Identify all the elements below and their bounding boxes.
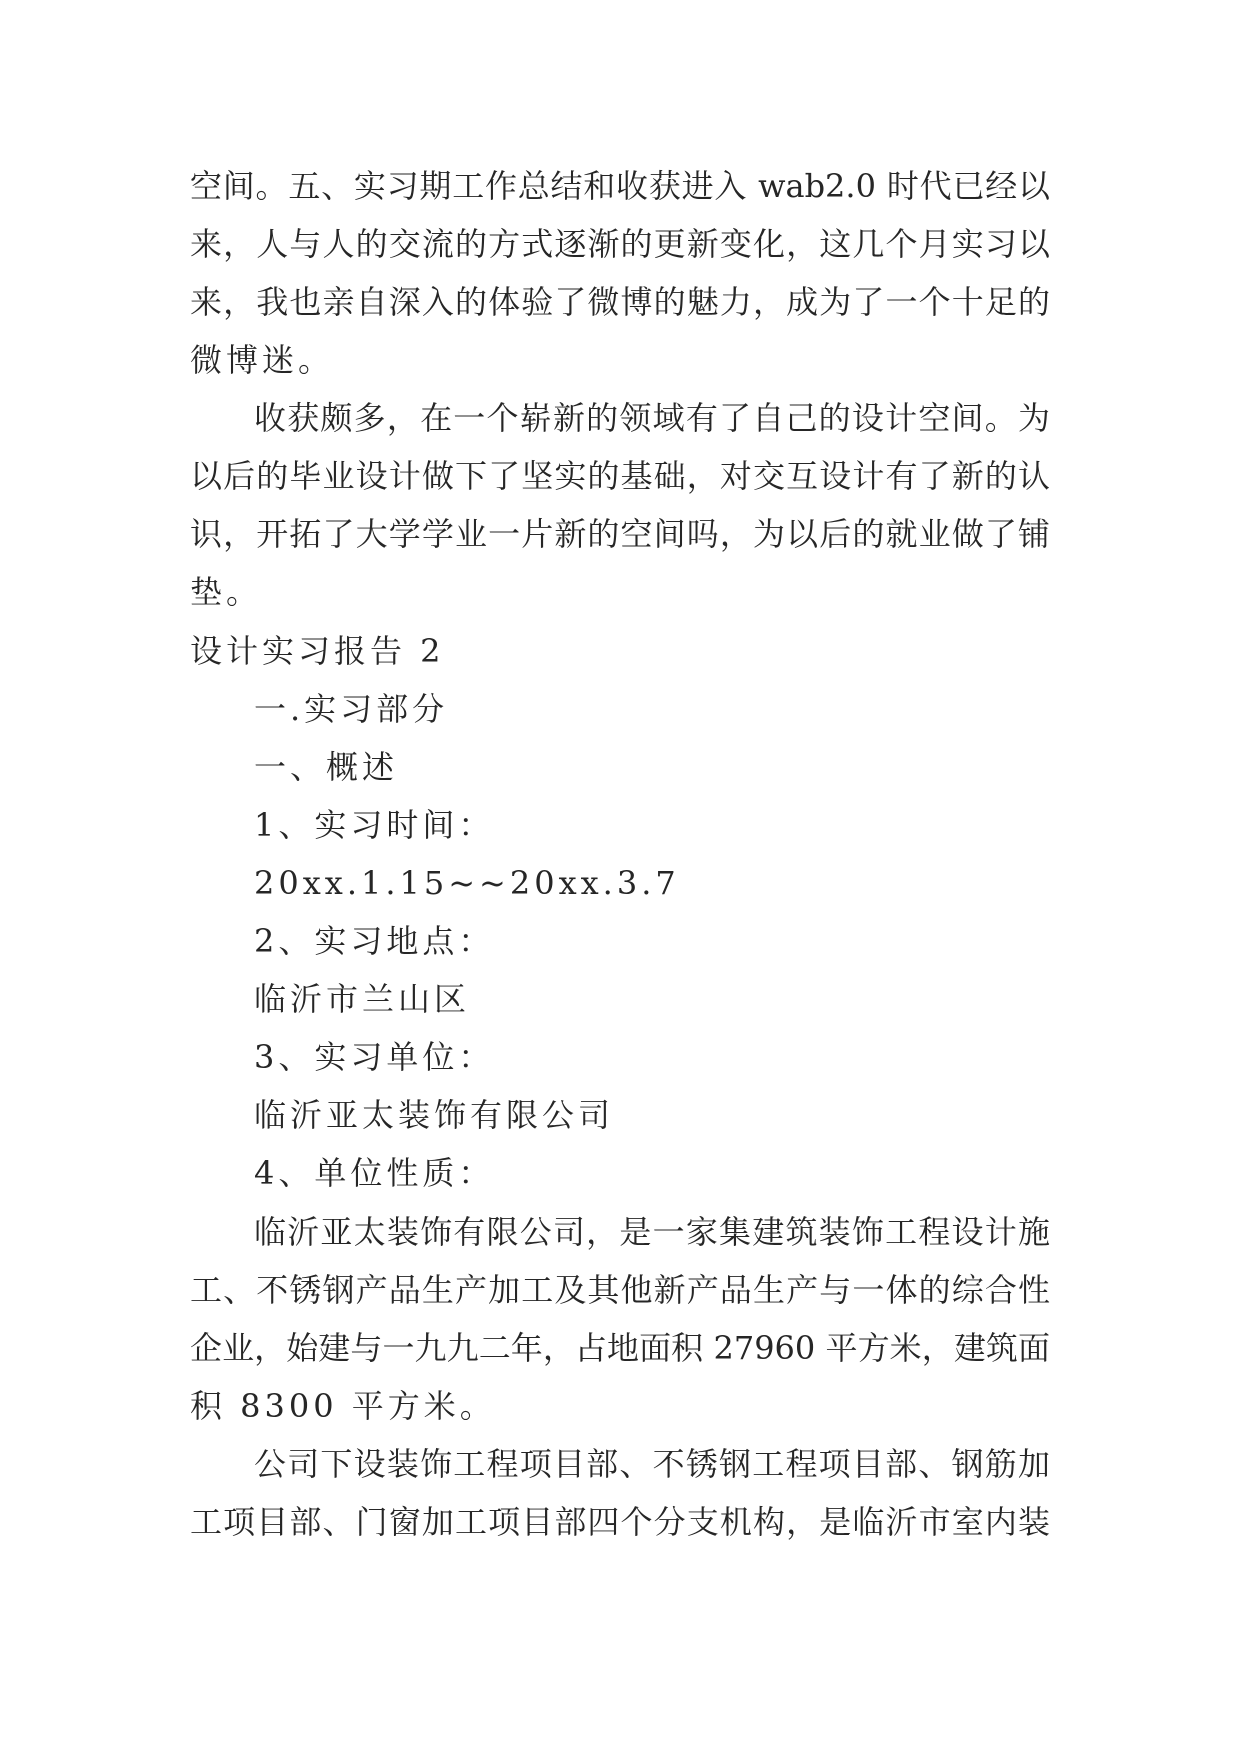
paragraph-line: 工、不锈钢产品生产加工及其他新产品生产与一体的综合性 [190, 1271, 1050, 1309]
subheading: 一、概述 [254, 748, 399, 786]
field-value: 临沂亚太装饰有限公司 [254, 1096, 615, 1134]
field-label: 4、单位性质： [254, 1154, 495, 1192]
paragraph-line: 空间。五、实习期工作总结和收获进入 wab2.0 时代已经以 [190, 167, 1050, 205]
paragraph-line: 收获颇多，在一个崭新的领域有了自己的设计空间。为 [254, 399, 1050, 437]
field-value: 临沂市兰山区 [254, 980, 471, 1018]
paragraph-line: 来，我也亲自深入的体验了微博的魅力，成为了一个十足的 [190, 283, 1050, 321]
paragraph-line: 微博迷。 [190, 341, 335, 379]
paragraph-line: 工项目部、门窗加工项目部四个分支机构，是临沂市室内装 [190, 1503, 1050, 1541]
paragraph-line: 来，人与人的交流的方式逐渐的更新变化，这几个月实习以 [190, 225, 1050, 263]
field-label: 2、实习地点： [254, 922, 495, 960]
field-value: 20xx.1.15~~20xx.3.7 [254, 864, 680, 902]
paragraph-line: 以后的毕业设计做下了坚实的基础，对交互设计有了新的认 [190, 457, 1050, 495]
paragraph-line: 识，开拓了大学学业一片新的空间吗，为以后的就业做了铺 [190, 515, 1050, 553]
paragraph-line: 临沂亚太装饰有限公司，是一家集建筑装饰工程设计施 [254, 1213, 1050, 1251]
paragraph-line: 积 8300 平方米。 [190, 1387, 496, 1425]
paragraph-line: 企业，始建与一九九二年，占地面积 27960 平方米，建筑面 [190, 1329, 1050, 1367]
field-label: 3、实习单位： [254, 1038, 495, 1076]
paragraph-line: 垫。 [190, 573, 263, 611]
field-label: 1、实习时间： [254, 806, 495, 844]
subheading: 一.实习部分 [254, 690, 449, 728]
paragraph-line: 公司下设装饰工程项目部、不锈钢工程项目部、钢筋加 [254, 1445, 1050, 1483]
section-heading: 设计实习报告 2 [190, 632, 445, 670]
